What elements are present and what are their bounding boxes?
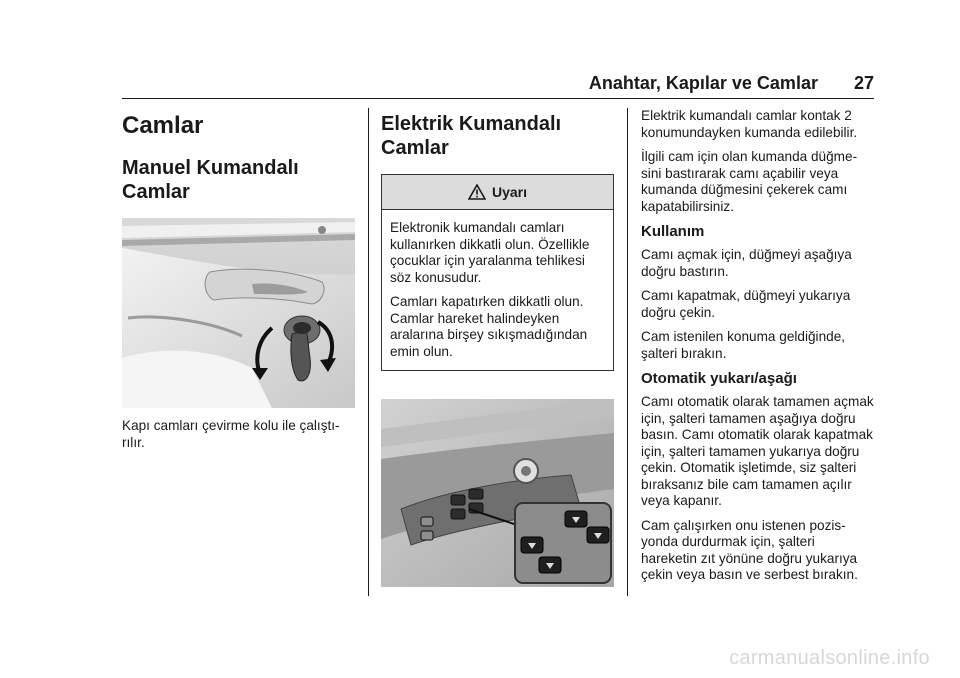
warning-text-2: Camları kapatırken dikkatli olun. Camlar hareket halindeyken aralarına birşey sıkışmadığından emin olun.	[390, 294, 588, 359]
warning-triangle-icon	[468, 184, 486, 200]
text-open: Camı açmak için, düğmeyi aşağıya doğru bastırın.	[641, 247, 852, 279]
column-2	[381, 108, 614, 587]
header-rule	[122, 98, 874, 99]
heading-usage: Kullanım	[641, 223, 705, 240]
text-ignition: Elektrik kumandalı camlar kontak 2 konumundayken kumanda edilebilir.	[641, 108, 858, 140]
warning-box	[381, 174, 614, 371]
heading-manual-windows: Manuel Kumandalı Camlar	[122, 157, 299, 203]
warning-label: Uyarı	[491, 184, 528, 200]
column-divider	[627, 108, 628, 596]
heading-camlar: Camlar	[122, 112, 204, 139]
text-auto: Camı otomatik olarak tamamen açmak için, şalteri tamamen aşağıya doğru basın. Camı otomatik olarak kapatmak için, şalteri tamamen yukarıya doğru çekin. Otomatik işletimde, siz şalteri bıraksanız bile cam tamamen açılır veya kapanır.	[641, 394, 874, 508]
page-header	[122, 70, 874, 96]
column-3	[641, 108, 874, 592]
window-switch-illustration	[381, 399, 614, 587]
watermark: carmanualsonline.info	[729, 647, 930, 669]
warning-body	[382, 210, 613, 370]
text-stop: Cam çalışırken onu istenen pozis-yonda durdurmak için, şalteri hareketin zıt yönüne doğru yukarıya çekin veya basın ve serbest bırakın.	[641, 517, 858, 582]
caption-crank: Kapı camları çevirme kolu ile çalıştı-rılır.	[122, 418, 340, 450]
figure-window-switches	[381, 399, 614, 587]
section-title: Anahtar, Kapılar ve Camlar	[588, 72, 818, 93]
warning-text-1: Elektronik kumandalı camları kullanırken dikkatli olun. Özellikle çocuklar için yaralanma tehlikesi söz konusudur.	[390, 220, 590, 285]
column-1	[122, 108, 355, 459]
text-release: Cam istenilen konuma geldiğinde, şalteri bırakın.	[641, 329, 846, 361]
warning-header	[382, 175, 613, 210]
heading-electric-windows: Elektrik Kumandalı Camlar	[381, 113, 562, 159]
window-crank-illustration	[122, 218, 355, 408]
heading-auto-up-down: Otomatik yukarı/aşağı	[641, 370, 797, 387]
column-divider	[368, 108, 369, 596]
figure-window-crank	[122, 218, 355, 408]
text-switch-usage: İlgili cam için olan kumanda düğme-sini bastırarak camı açabilir veya kumanda düğmesini çekerek camı kapatabilirsiniz.	[641, 149, 858, 214]
page-number: 27	[853, 72, 874, 93]
text-close: Camı kapatmak, düğmeyi yukarıya doğru çekin.	[641, 288, 851, 320]
